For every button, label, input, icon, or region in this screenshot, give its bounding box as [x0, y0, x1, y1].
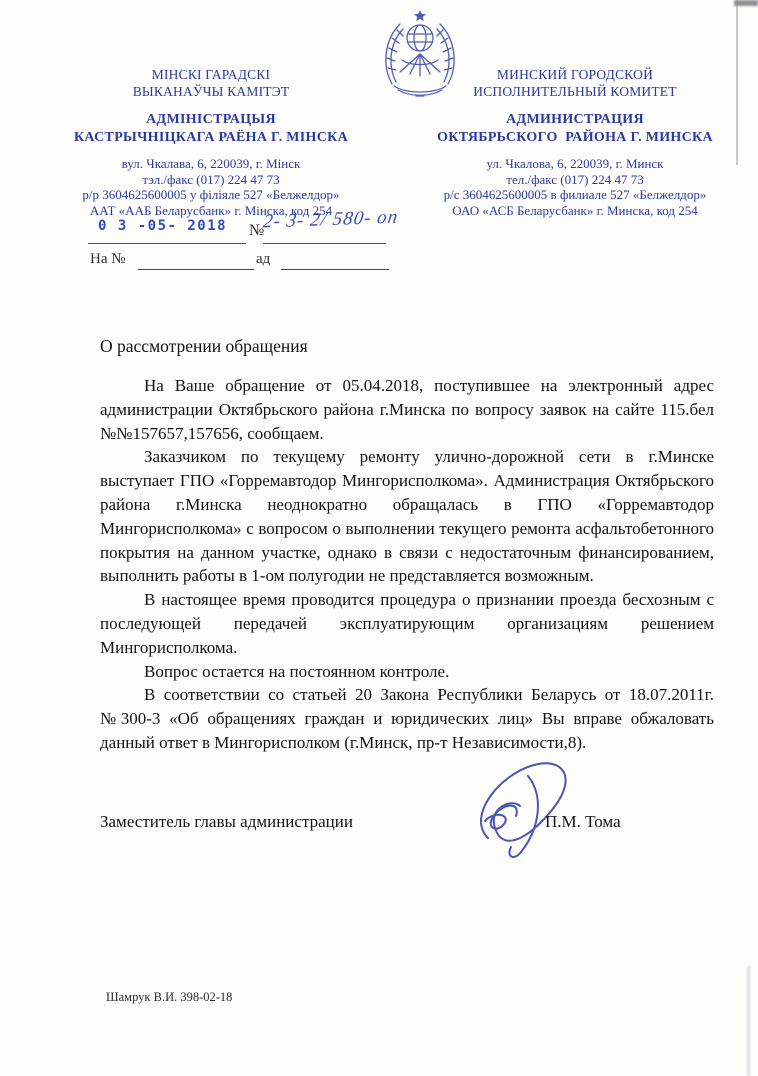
- scan-corner-smudge: [734, 0, 758, 6]
- letter-body: [100, 374, 714, 755]
- address-line: тэл./факс (017) 224 47 73: [142, 171, 280, 187]
- address-line: тел./факс (017) 224 47 73: [506, 171, 644, 187]
- address-line: ОАО «АСБ Беларусбанк» г. Минска, код 254: [452, 202, 698, 218]
- admin-name-line: АДМІНІСТРАЦЫЯ: [146, 112, 276, 127]
- body-paragraph: В соответствии со статьей 20 Закона Республики Беларусь от 18.07.2011г. №300-3 «Об обращениях граждан и юридических лиц» Вы вправе обжаловать данный ответ в Мингорисполком (г.Минск, пр-т Независимости,8).: [100, 685, 714, 752]
- body-paragraph: Вопрос остается на постоянном контроле.: [144, 661, 450, 681]
- date-underline: [88, 243, 246, 244]
- handwritten-signature: [458, 758, 588, 860]
- admin-name-block: [400, 111, 750, 147]
- number-underline: [263, 243, 386, 244]
- letterhead-right-column: [400, 66, 750, 218]
- admin-name-block: [36, 111, 386, 147]
- body-paragraph: В настоящее время проводится процедура о признании проезда бесхозным с последующей передачей эксплуатирующим организациям решением Мингорисполкома.: [100, 590, 714, 657]
- address-line: ул. Чкалова, 6, 220039, г. Минск: [486, 156, 664, 171]
- scan-bottom-smudge: [747, 966, 750, 1076]
- org-name-line: МИНСКИЙ ГОРОДСКОЙ: [496, 67, 654, 82]
- admin-name-line: АДМИНИСТРАЦИЯ: [506, 112, 644, 127]
- org-name-line: МІНСКІ ГАРАДСКІ: [151, 67, 271, 82]
- executor-contact: Шамрук В.И. 398-02-18: [106, 990, 233, 1004]
- signer-name: П.М. Тома: [545, 812, 621, 831]
- outgoing-number-handwritten: 2- 3- 2/ 580- оп: [261, 206, 400, 233]
- address-line: вул. Чкалава, 6, 220039, г. Мінск: [121, 156, 301, 171]
- address-line: р/р 3604625600005 у філіяле 527 «Белжелдор»: [82, 187, 340, 202]
- letterhead-left-column: [36, 66, 386, 218]
- reply-to-label: На №: [90, 251, 126, 267]
- admin-name-line: ОКТЯБРЬСКОГО РАЙОНА Г. МИНСКА: [437, 130, 713, 145]
- reply-from-label: ад: [256, 251, 271, 267]
- date-stamp: 0 3 -05- 2018: [98, 218, 228, 234]
- address-line: ААТ «ААБ Беларусбанк» г. Мінска, код 254: [89, 202, 333, 218]
- org-name-line: ИСПОЛНИТЕЛЬНЫЙ КОМИТЕТ: [473, 84, 677, 99]
- body-paragraph: На Ваше обращение от 05.04.2018, поступившее на электронный адрес администрации Октябрьского района г.Минска по вопросу заявок на сайте 115.бел №№157657,157656, сообщаем.: [100, 376, 714, 443]
- reply-from-underline: [281, 269, 389, 270]
- body-paragraph: Заказчиком по текущему ремонту улично-дорожной сети в г.Минске выступает ГПО «Горремавтодор Мингорисполкома». Администрация Октябрьского района г.Минска неоднократно обращалась в ГПО «Горремавтодор Мингорисполкома» с вопросом о выполнении текущего ремонта асфальтобетонного покрытия на данном участке, однако в связи с недостаточным финансированием, выполнить работы в 1-ом полугодии не представляется возможным.: [100, 447, 714, 586]
- admin-name-line: КАСТРЫЧНІЦКАГА РАЁНА Г. МІНСКА: [73, 130, 349, 145]
- address-block: [400, 156, 750, 218]
- org-name-line: ВЫКАНАЎЧЫ КАМІТЭТ: [132, 84, 290, 99]
- reply-to-underline: [138, 269, 254, 270]
- signer-title: Заместитель главы администрации: [100, 812, 353, 831]
- letter-subject: О рассмотрении обращения: [100, 336, 308, 356]
- address-line: р/с 3604625600005 в филиале 527 «Белжелдор»: [443, 187, 707, 202]
- outgoing-number-label: №: [249, 222, 265, 239]
